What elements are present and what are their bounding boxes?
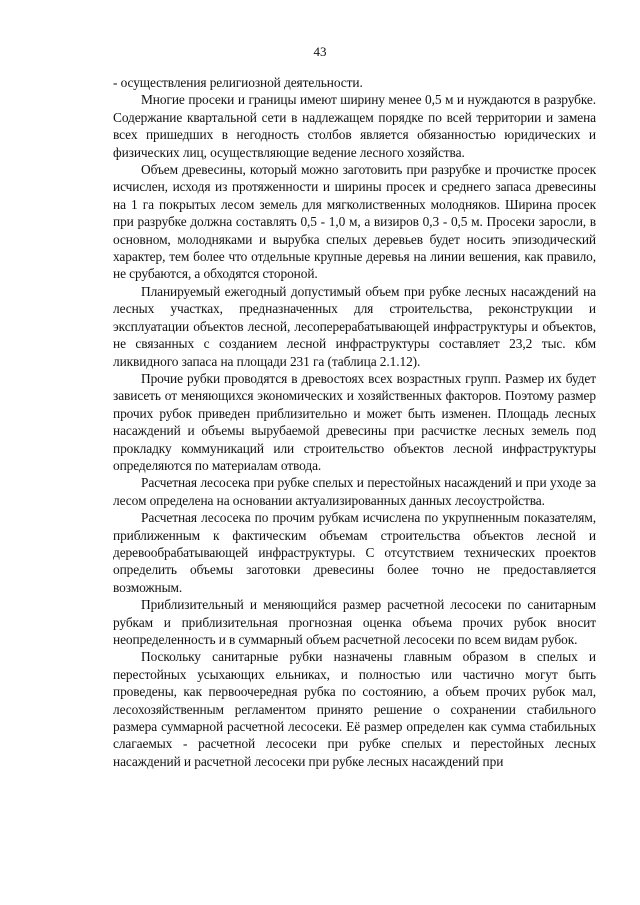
paragraph-8: Приблизительный и меняющийся размер расчетной лесосеки по санитарным рубкам и приблизительная прогнозная оценка объема прочих рубок вносит неопределенность и в суммарный объем расчетной лесосеки по всем видам рубок. xyxy=(113,597,596,647)
paragraph-1: - осуществления религиозной деятельности. xyxy=(113,75,363,90)
page-body-text xyxy=(113,74,596,770)
paragraph-9: Поскольку санитарные рубки назначены главным образом в спелых и перестойных усыхающих ельниках, и полностью или частично могут быть проведены, как первоочередная рубка по состоянию, а объем прочих рубок мал, лесохозяйственным регламентом принято решение о сохранении стабильного размера суммарной расчетной лесосеки. Её размер определен как сумма стабильных слагаемых - расчетной лесосеки при рубке спелых и перестойных лесных насаждений и расчетной лесосеки при рубке лесных насаждений при xyxy=(113,649,596,769)
paragraph-7: Расчетная лесосека по прочим рубкам исчислена по укрупненным показателям, приближенным к фактическим объемам строительства объектов лесной и деревообрабатывающей инфраструктуры. С отсутствием технических проектов определить объемы заготовки древесины более точно не предоставляется возможным. xyxy=(113,510,596,595)
paragraph-2: Многие просеки и границы имеют ширину менее 0,5 м и нуждаются в разрубке. Содержание квартальной сети в надлежащем порядке по всей территории и замена всех пришедших в негодность столбов является обязанностью юридических и физических лиц, осуществляющие ведение лесного хозяйства. xyxy=(113,92,596,160)
paragraph-3: Объем древесины, который можно заготовить при разрубке и прочистке просек исчислен, исходя из протяженности и ширины просек и среднего запаса древесины на 1 га покрытых лесом земель для мягколиственных молодняков. Ширина просек при разрубке должна составлять 0,5 - 1,0 м, а визиров 0,3 - 0,5 м. Просеки заросли, в основном, молодняками и вырубка спелых деревьев будет носить эпизодический характер, тем более что отдельные крупные деревья на линии вешения, как правило, не срубаются, а обходятся стороной. xyxy=(113,162,596,282)
paragraph-6: Расчетная лесосека при рубке спелых и перестойных насаждений и при уходе за лесом определена на основании актуализированных данных лесоустройства. xyxy=(113,475,596,508)
page-number: 43 xyxy=(313,44,327,59)
paragraph-4: Планируемый ежегодный допустимый объем при рубке лесных насаждений на лесных участках, предназначенных для строительства, реконструкции и эксплуатации объектов лесной, лесоперерабатывающей инфраструктуры и объектов, не связанных с созданием лесной инфраструктуры составляет 23,2 тыс. кбм ликвидного запаса на площади 231 га (таблица 2.1.12). xyxy=(113,283,596,369)
paragraph-5: Прочие рубки проводятся в древостоях всех возрастных групп. Размер их будет зависеть от меняющихся экономических и хозяйственных факторов. Поэтому размер прочих рубок приведен приблизительно и может быть изменен. Площадь лесных насаждений и объемы вырубаемой древесины при расчистке лесных земель под прокладку коммуникаций или строительство объектов лесной инфраструктуры определяются по материалам отвода. xyxy=(113,370,596,473)
